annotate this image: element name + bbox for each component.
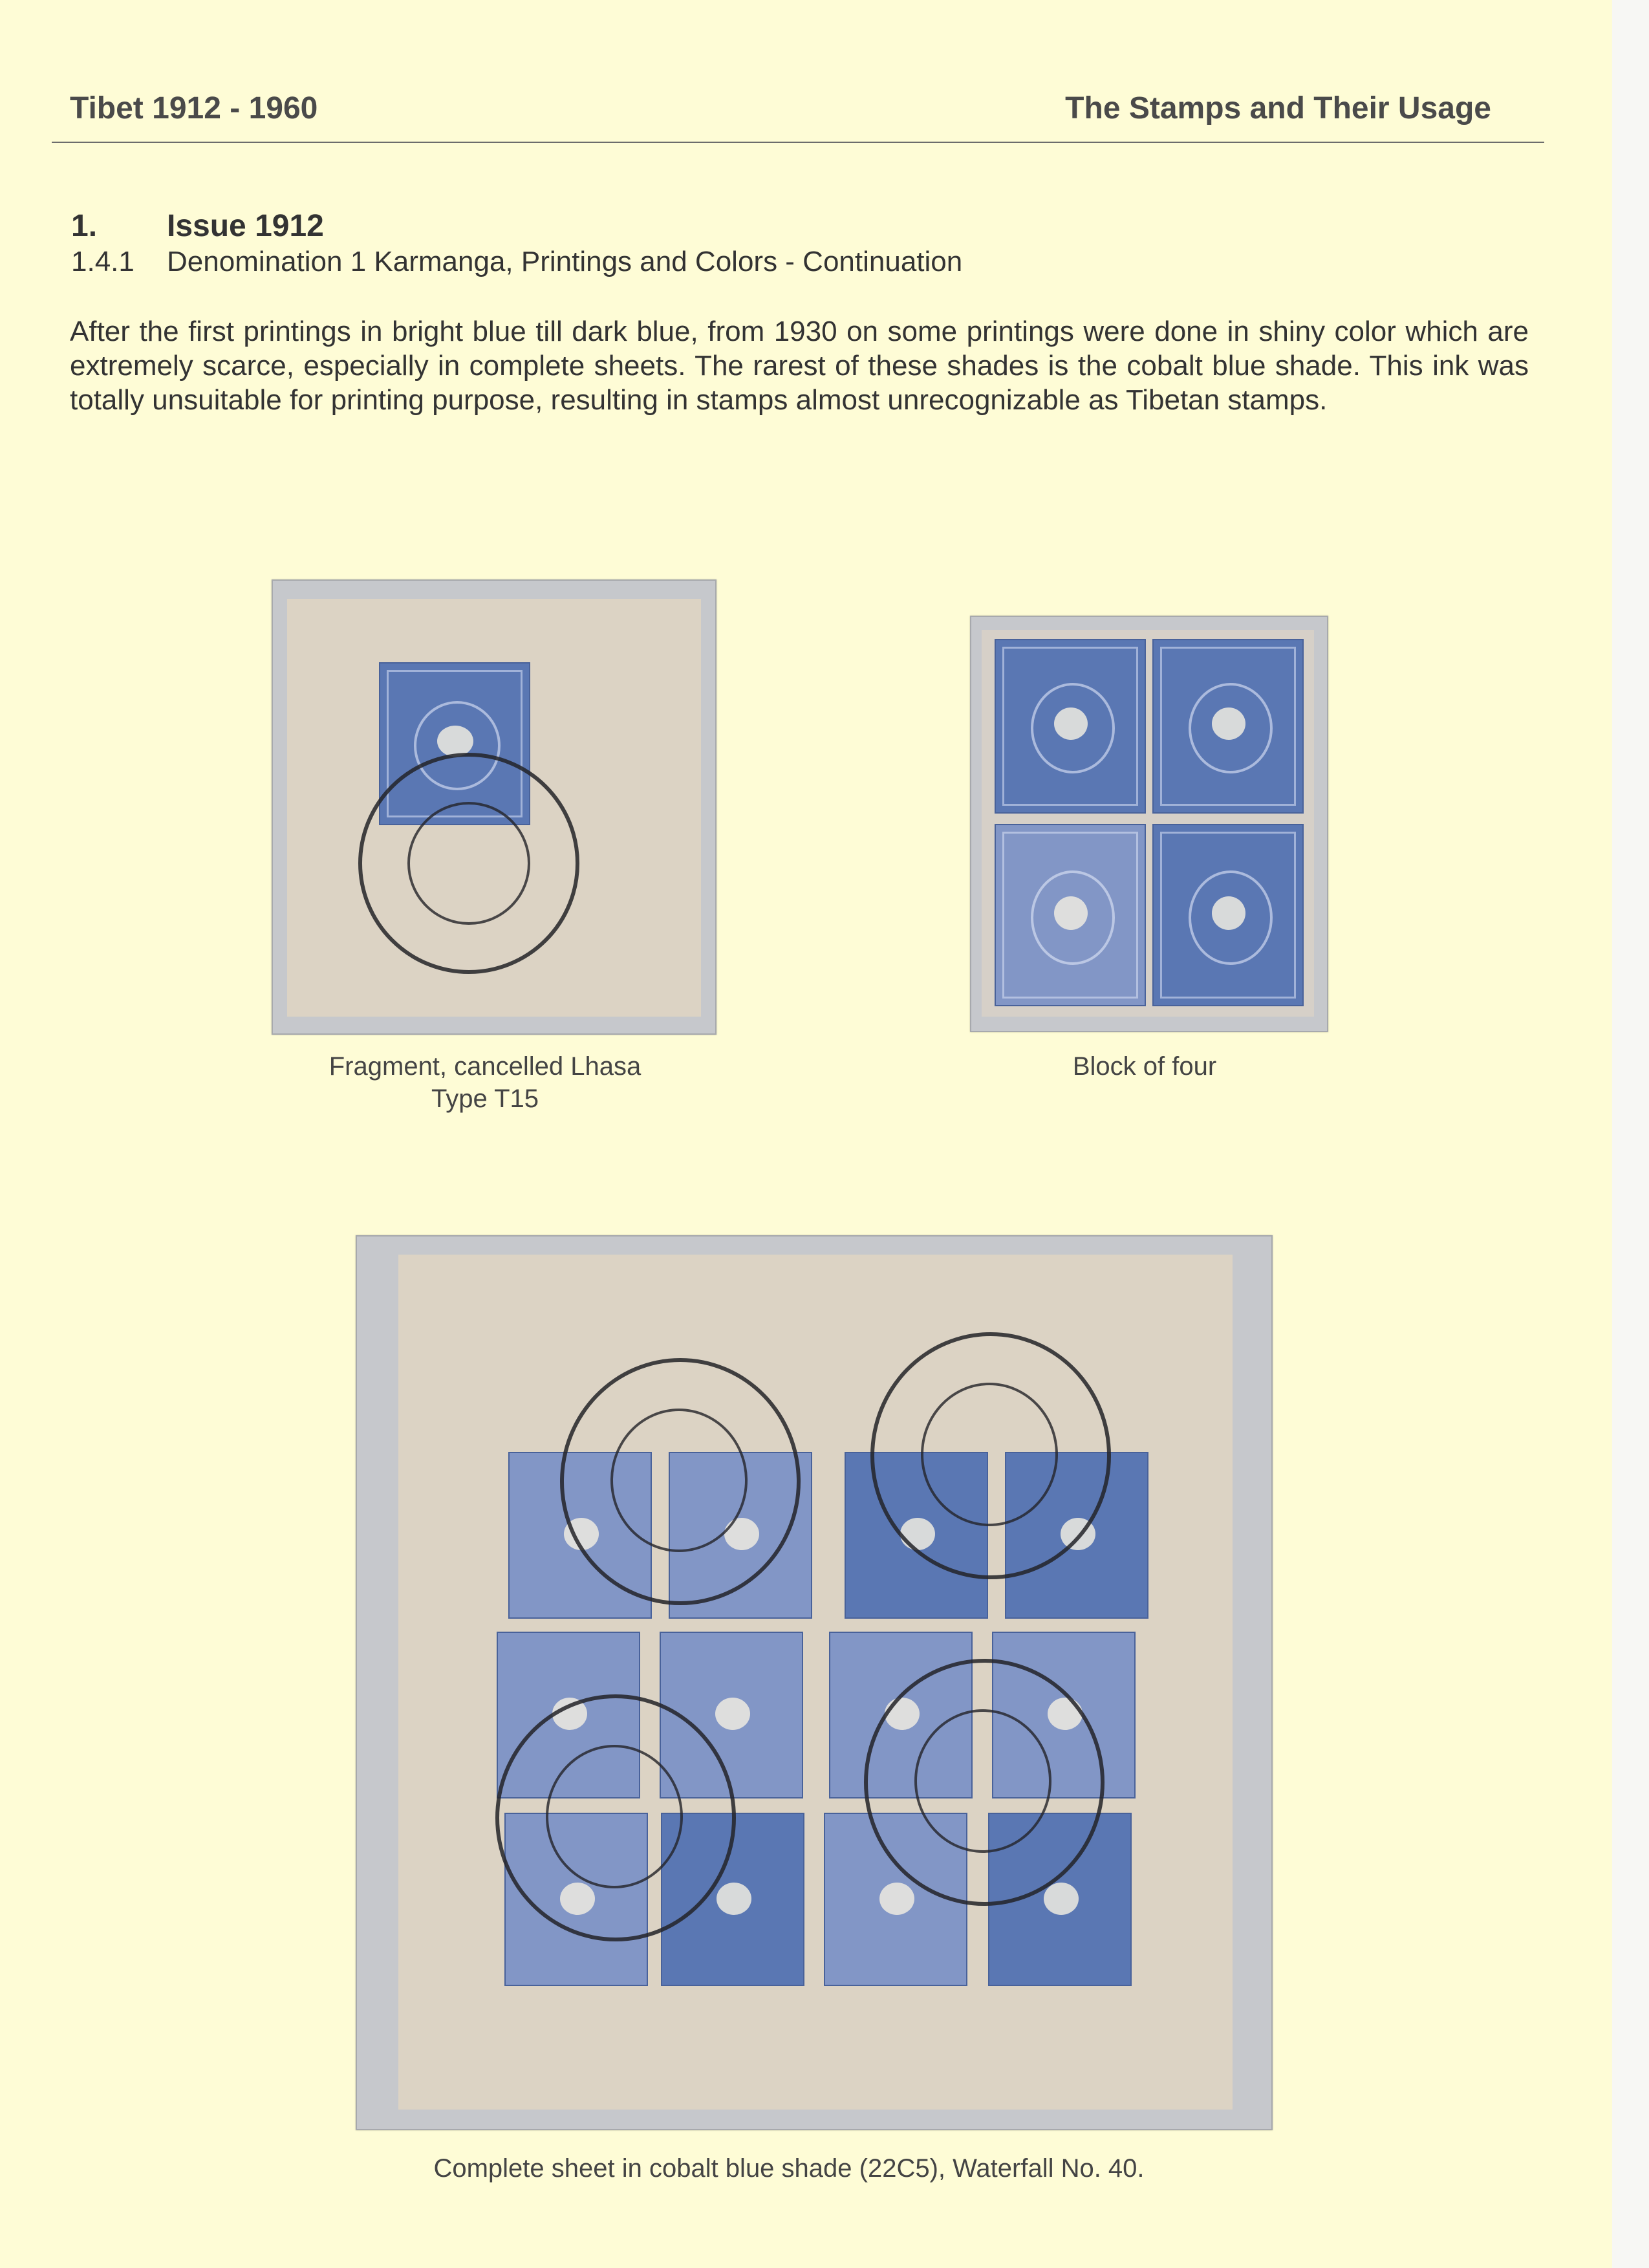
lion-emblem-icon [1212,707,1245,740]
block-of-four-caption [925,1050,1364,1083]
header-right-title: The Stamps and Their Usage [1065,91,1491,125]
header-divider [52,142,1544,143]
block-of-four-mount [970,616,1328,1032]
subsection-number: 1.4.1 [71,246,135,277]
block-stamp-4 [1152,824,1304,1006]
lion-emblem-icon [1044,1883,1079,1915]
lion-emblem-icon [1054,896,1088,930]
fragment-paper [287,599,701,1017]
lion-emblem-icon [717,1883,751,1915]
scan-margin [1612,0,1649,2268]
block-stamp-2 [1152,639,1304,814]
lhasa-postmark [358,753,579,974]
sheet-postmark-top-left [560,1358,801,1605]
description-paragraph: After the first printings in bright blue till dark blue, from 1930 on some printings were done in shiny color which are extremely scarce, especially in complete sheets. The rarest of these shades is the cobalt blue shade. This ink was totally unsuitable for printing purpose, resulting in stamps almost unrecognizable as Tibetan stamps. [70,316,1529,416]
sheet-postmark-top-right [870,1332,1111,1579]
fragment-caption [278,1050,692,1115]
block-stamp-1 [995,639,1146,814]
lion-emblem-icon [715,1698,750,1730]
lion-emblem-icon [437,726,473,757]
complete-sheet-caption [310,2152,1267,2185]
block-of-four-caption-line-1: Block of four [1072,1052,1217,1081]
fragment-caption-line-1: Fragment, cancelled Lhasa [329,1052,641,1081]
complete-sheet-caption-line-1: Complete sheet in cobalt blue shade (22C5), Waterfall No. 40. [433,2154,1145,2183]
lion-emblem-icon [1212,896,1245,930]
subsection-title: Denomination 1 Karmanga, Printings and Colors - Continuation [167,246,963,277]
lion-emblem-icon [1054,707,1088,740]
section-number: 1. [71,209,98,243]
section-title: Issue 1912 [167,209,324,243]
fragment-caption-line-2: Type T15 [431,1085,539,1113]
block-of-four-paper [982,630,1314,1017]
block-stamp-3 [995,824,1146,1006]
lion-emblem-icon [879,1883,914,1915]
sheet-postmark-bottom-left [495,1694,736,1941]
sheet-postmark-bottom-right [864,1659,1105,1906]
complete-sheet-mount [356,1235,1273,2130]
fragment-mount [272,579,717,1035]
header-left-title: Tibet 1912 - 1960 [70,91,318,125]
complete-sheet-paper [398,1255,1233,2110]
